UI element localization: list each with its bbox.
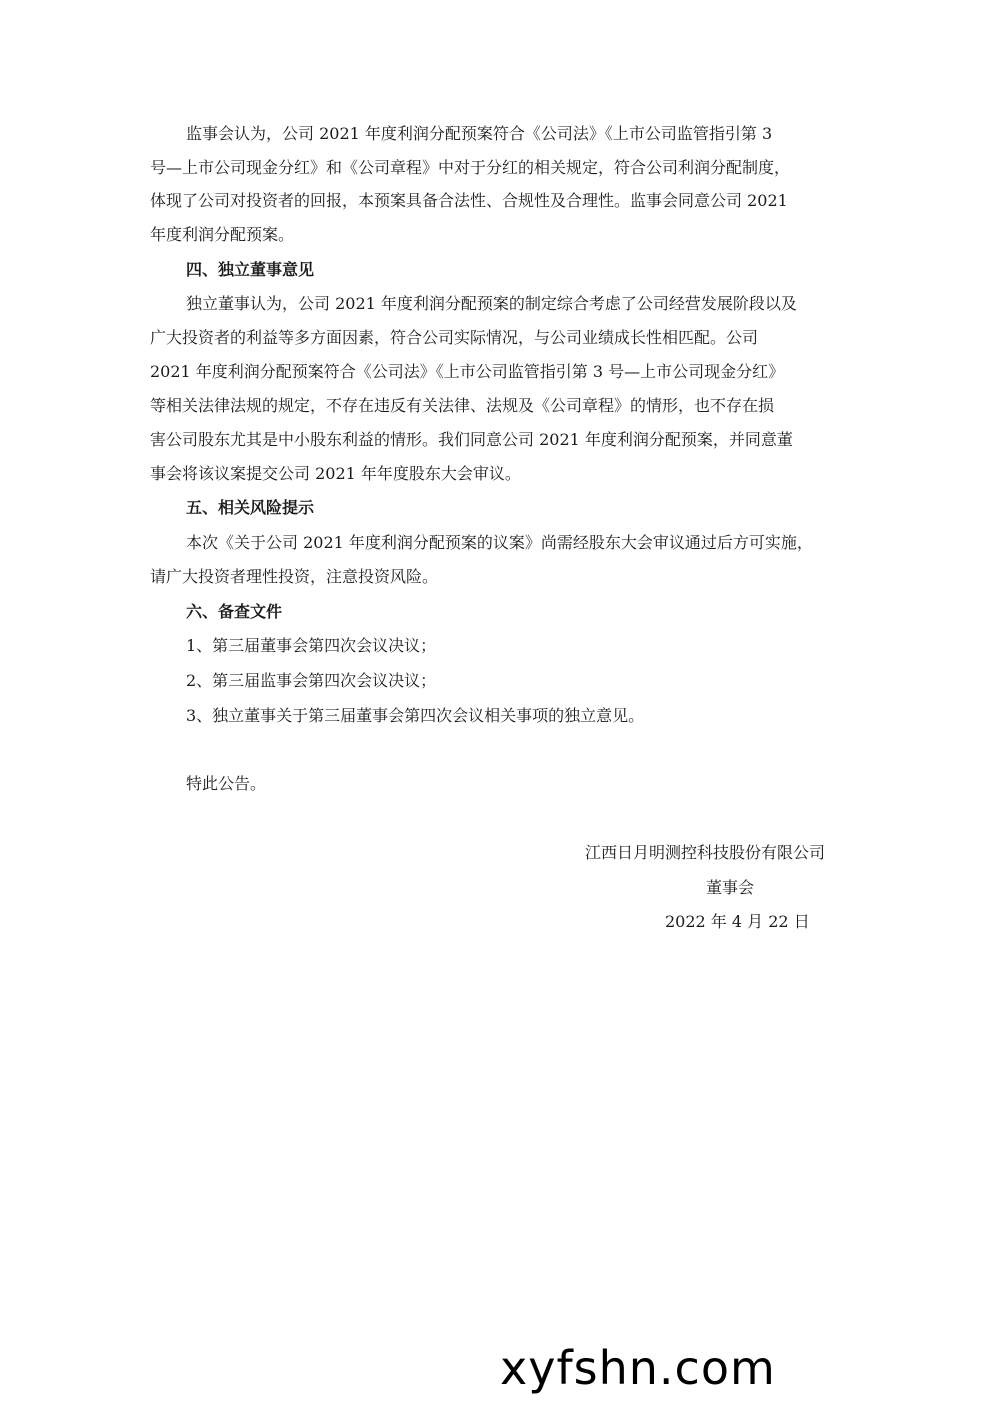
- signature-board: 董事会: [706, 878, 755, 897]
- reference-file-2: 2、第三届监事会第四次会议决议；: [186, 671, 437, 690]
- section-heading-independent-directors: 四、独立董事意见: [186, 260, 315, 279]
- paragraph-directors-line-3: 2021 年度利润分配预案符合《公司法》《上市公司监管指引第 3 号—上市公司现金分红》: [150, 362, 785, 381]
- watermark-text: xyfshn.com: [500, 1341, 776, 1395]
- paragraph-risk-line-2: 请广大投资者理性投资，注意投资风险。: [150, 567, 439, 586]
- section-heading-risk-notice: 五、相关风险提示: [186, 498, 315, 517]
- paragraph-directors-line-6: 事会将该议案提交公司 2021 年年度股东大会审议。: [150, 464, 521, 483]
- paragraph-directors-line-5: 害公司股东尤其是中小股东利益的情形。我们同意公司 2021 年度利润分配预案，并同意董: [150, 430, 793, 449]
- paragraph-supervisory-line-2: 号—上市公司现金分红》和《公司章程》中对于分红的相关规定，符合公司利润分配制度，: [150, 158, 791, 177]
- paragraph-directors-line-1: 独立董事认为，公司 2021 年度利润分配预案的制定综合考虑了公司经营发展阶段以及: [186, 294, 797, 313]
- paragraph-supervisory-line-1: 监事会认为，公司 2021 年度利润分配预案符合《公司法》《上市公司监管指引第 3: [186, 124, 773, 143]
- closing-statement: 特此公告。: [186, 774, 267, 793]
- reference-file-1: 1、第三届董事会第四次会议决议；: [186, 636, 437, 655]
- paragraph-supervisory-line-3: 体现了公司对投资者的回报，本预案具备合法性、合规性及合理性。监事会同意公司 2021: [150, 191, 788, 210]
- paragraph-directors-line-4: 等相关法律法规的规定，不存在违反有关法律、法规及《公司章程》的情形，也不存在损: [150, 396, 775, 415]
- signature-date: 2022 年 4 月 22 日: [665, 912, 810, 931]
- paragraph-supervisory-line-4: 年度利润分配预案。: [150, 225, 295, 244]
- paragraph-directors-line-2: 广大投资者的利益等多方面因素，符合公司实际情况，与公司业绩成长性相匹配。公司: [150, 328, 759, 347]
- signature-company: 江西日月明测控科技股份有限公司: [585, 843, 826, 862]
- paragraph-risk-line-1: 本次《关于公司 2021 年度利润分配预案的议案》尚需经股东大会审议通过后方可实施，: [186, 533, 813, 552]
- section-heading-reference-documents: 六、备查文件: [186, 602, 283, 621]
- reference-file-3: 3、独立董事关于第三届董事会第四次会议相关事项的独立意见。: [186, 706, 645, 725]
